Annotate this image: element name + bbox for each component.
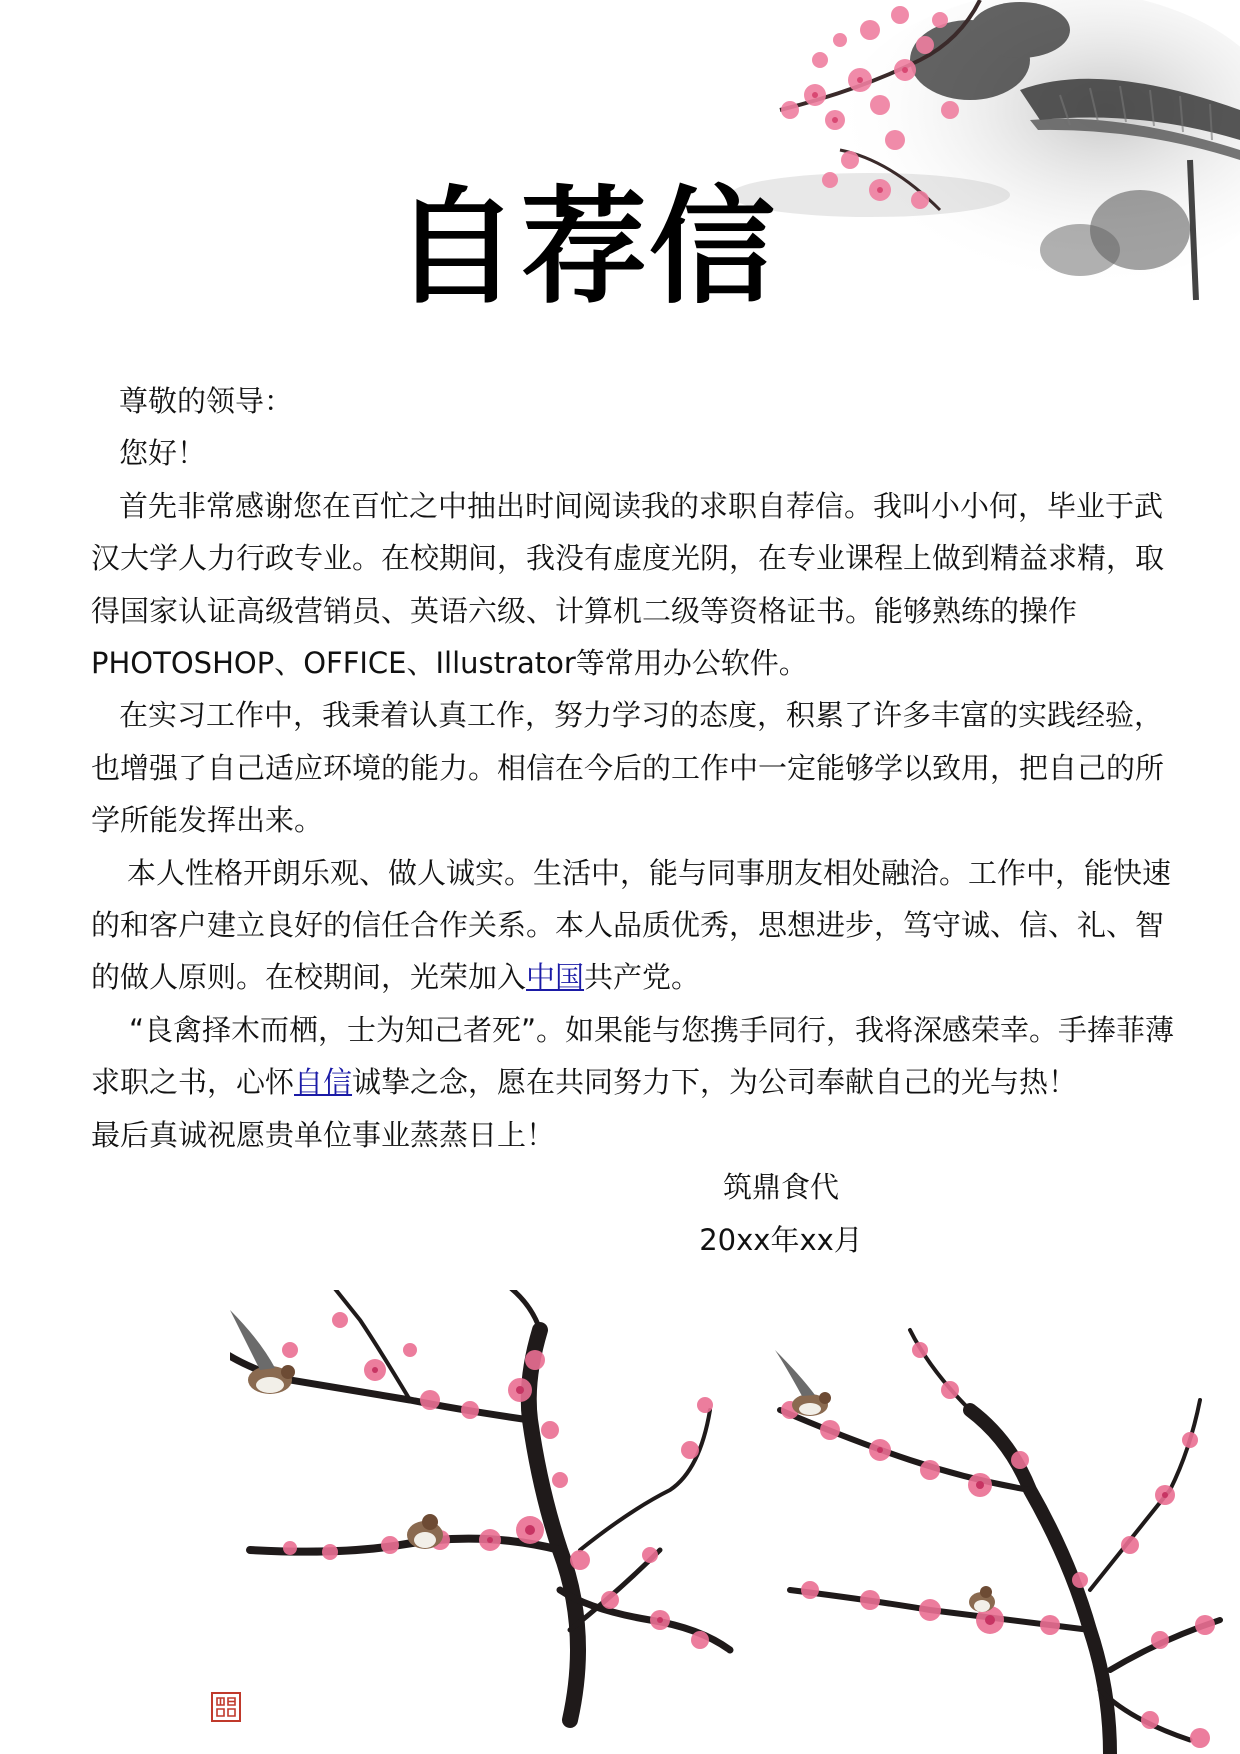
paragraph-aspiration-text: “良禽择木而栖，士为知己者死”。如果能与您携手同行，我将深感荣幸。手捧菲薄求职之书，心怀 — [91, 1012, 1175, 1100]
signature: 筑鼎食代 — [722, 1170, 839, 1205]
paragraph-personality-text: 本人性格开朗乐观、做人诚实。生活中，能与同事朋友相处融洽。工作中，能快速的和客户建立良好的信任合作关系。本人品质优秀，思想进步，笃守诚、信、礼、智的做人原则。在校期间，光荣加入 — [91, 855, 1172, 995]
letter-title: 自荐信 — [393, 174, 777, 321]
paragraph-intro: 首先非常感谢您在百忙之中抽出时间阅读我的求职自荐信。我叫小小何，毕业于武汉大学人力行政专业。在校期间，我没有虚度光阴，在专业课程上做到精益求精，取得国家认证高级营销员、英语六级、计算机二级等资格证书。能够熟练的操作PHOTOSHOP、OFFICE、Illustrator等常用办公软件。 — [91, 488, 1165, 681]
paragraph-internship: 在实习工作中，我秉着认真工作，努力学习的态度，积累了许多丰富的实践经验，也增强了自己适应环境的能力。相信在今后的工作中一定能够学以致用，把自己的所学所能发挥出来。 — [91, 698, 1165, 838]
paragraph-aspiration — [91, 1004, 1181, 1109]
paragraph-aspiration-end: 诚挚之念，愿在共同努力下，为公司奉献自己的光与热！ — [352, 1065, 1078, 1100]
paragraph-personality-end: 共产党。 — [584, 960, 701, 995]
letter-body — [91, 375, 1181, 1266]
date: 20xx年xx月 — [699, 1222, 863, 1257]
link-confidence[interactable]: 自信 — [294, 1065, 353, 1100]
sparrow-icon — [969, 1586, 995, 1612]
seal-stamp-icon — [211, 1692, 241, 1722]
closing-wish: 最后真诚祝愿贵单位事业蒸蒸日上！ — [91, 1117, 556, 1152]
greeting: 您好！ — [119, 436, 207, 471]
salutation: 尊敬的领导： — [119, 384, 294, 418]
sparrow-icon — [407, 1514, 443, 1549]
plum-blossom-birds-painting — [230, 1290, 1240, 1754]
link-china[interactable]: 中国 — [526, 960, 585, 995]
paragraph-personality — [91, 847, 1181, 1004]
